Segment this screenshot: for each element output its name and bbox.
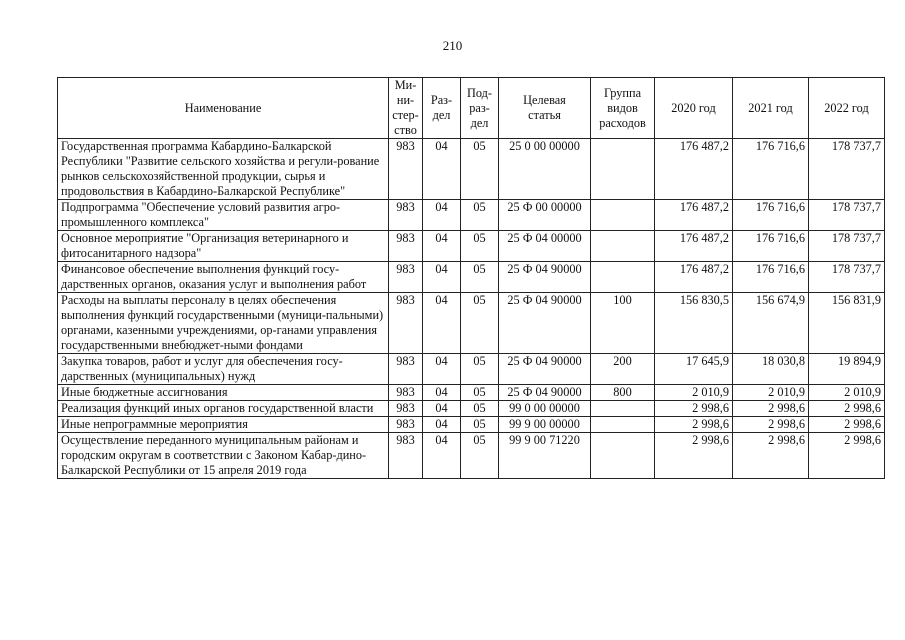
cell-year-2021: 2 998,6 bbox=[733, 433, 809, 479]
cell-target-item: 25 Ф 04 90000 bbox=[499, 262, 591, 293]
cell-year-2022: 2 998,6 bbox=[809, 417, 885, 433]
cell-year-2021: 176 716,6 bbox=[733, 200, 809, 231]
cell-year-2022: 178 737,7 bbox=[809, 231, 885, 262]
cell-name: Реализация функций иных органов государственной власти bbox=[58, 401, 389, 417]
page-number: 210 bbox=[442, 38, 463, 53]
cell-expense-group bbox=[591, 262, 655, 293]
cell-year-2022: 2 998,6 bbox=[809, 433, 885, 479]
cell-year-2022: 19 894,9 bbox=[809, 354, 885, 385]
cell-target-item: 99 0 00 00000 bbox=[499, 401, 591, 417]
cell-ministry: 983 bbox=[389, 385, 423, 401]
header-year-2021: 2021 год bbox=[733, 78, 809, 139]
cell-ministry: 983 bbox=[389, 231, 423, 262]
cell-year-2020: 2 010,9 bbox=[655, 385, 733, 401]
header-subsection: Под- раз- дел bbox=[461, 78, 499, 139]
cell-section: 04 bbox=[423, 262, 461, 293]
header-year-2020: 2020 год bbox=[655, 78, 733, 139]
cell-year-2020: 176 487,2 bbox=[655, 231, 733, 262]
cell-expense-group bbox=[591, 417, 655, 433]
table-row bbox=[58, 385, 885, 401]
cell-name: Государственная программа Кабардино-Балкарской Республики "Развитие сельского хозяйства и регули-рование рынков сельскохозяйственной продукции, сырья и продовольствия в Кабардино-Балкарской Республике" bbox=[58, 139, 389, 200]
cell-subsection: 05 bbox=[461, 231, 499, 262]
header-ministry: Ми- ни- стер- ство bbox=[389, 78, 423, 139]
cell-subsection: 05 bbox=[461, 433, 499, 479]
cell-ministry: 983 bbox=[389, 433, 423, 479]
cell-ministry: 983 bbox=[389, 417, 423, 433]
table-row bbox=[58, 401, 885, 417]
cell-name: Финансовое обеспечение выполнения функций госу-дарственных органов, оказания услуг и выполнения работ bbox=[58, 262, 389, 293]
cell-year-2022: 178 737,7 bbox=[809, 200, 885, 231]
cell-expense-group: 800 bbox=[591, 385, 655, 401]
cell-year-2022: 178 737,7 bbox=[809, 139, 885, 200]
cell-year-2020: 2 998,6 bbox=[655, 401, 733, 417]
cell-target-item: 25 Ф 04 00000 bbox=[499, 231, 591, 262]
cell-year-2022: 156 831,9 bbox=[809, 293, 885, 354]
cell-year-2021: 2 998,6 bbox=[733, 401, 809, 417]
cell-year-2020: 2 998,6 bbox=[655, 433, 733, 479]
cell-expense-group: 200 bbox=[591, 354, 655, 385]
cell-year-2022: 2 998,6 bbox=[809, 401, 885, 417]
table-row bbox=[58, 262, 885, 293]
cell-ministry: 983 bbox=[389, 200, 423, 231]
table-row bbox=[58, 433, 885, 479]
cell-subsection: 05 bbox=[461, 293, 499, 354]
table-body bbox=[58, 139, 885, 479]
table-row bbox=[58, 200, 885, 231]
header-section: Раз- дел bbox=[423, 78, 461, 139]
cell-expense-group bbox=[591, 433, 655, 479]
cell-target-item: 25 Ф 00 00000 bbox=[499, 200, 591, 231]
cell-section: 04 bbox=[423, 200, 461, 231]
cell-target-item: 25 Ф 04 90000 bbox=[499, 385, 591, 401]
cell-section: 04 bbox=[423, 417, 461, 433]
cell-year-2021: 156 674,9 bbox=[733, 293, 809, 354]
cell-year-2021: 2 010,9 bbox=[733, 385, 809, 401]
cell-section: 04 bbox=[423, 231, 461, 262]
table-row bbox=[58, 354, 885, 385]
cell-year-2020: 2 998,6 bbox=[655, 417, 733, 433]
cell-ministry: 983 bbox=[389, 262, 423, 293]
cell-expense-group: 100 bbox=[591, 293, 655, 354]
cell-expense-group bbox=[591, 139, 655, 200]
header-target-item: Целевая статья bbox=[499, 78, 591, 139]
cell-ministry: 983 bbox=[389, 293, 423, 354]
cell-name: Подпрограмма "Обеспечение условий развития агро-промышленного комплекса" bbox=[58, 200, 389, 231]
cell-name: Осуществление переданного муниципальным районам и городским округам в соответствии с Законом Кабар-дино-Балкарской Республики от 15 апреля 2019 года bbox=[58, 433, 389, 479]
header-expense-group: Группа видов расходов bbox=[591, 78, 655, 139]
cell-expense-group bbox=[591, 401, 655, 417]
cell-section: 04 bbox=[423, 354, 461, 385]
cell-ministry: 983 bbox=[389, 401, 423, 417]
cell-year-2021: 176 716,6 bbox=[733, 231, 809, 262]
cell-year-2020: 17 645,9 bbox=[655, 354, 733, 385]
cell-section: 04 bbox=[423, 139, 461, 200]
cell-subsection: 05 bbox=[461, 417, 499, 433]
cell-section: 04 bbox=[423, 401, 461, 417]
cell-expense-group bbox=[591, 231, 655, 262]
header-year-2022: 2022 год bbox=[809, 78, 885, 139]
cell-name: Иные непрограммные мероприятия bbox=[58, 417, 389, 433]
cell-subsection: 05 bbox=[461, 262, 499, 293]
table-row bbox=[58, 139, 885, 200]
cell-year-2021: 176 716,6 bbox=[733, 262, 809, 293]
cell-year-2020: 156 830,5 bbox=[655, 293, 733, 354]
cell-target-item: 25 Ф 04 90000 bbox=[499, 354, 591, 385]
header-name: Наименование bbox=[58, 78, 389, 139]
cell-target-item: 25 Ф 04 90000 bbox=[499, 293, 591, 354]
cell-name: Основное мероприятие "Организация ветеринарного и фитосанитарного надзора" bbox=[58, 231, 389, 262]
cell-year-2021: 18 030,8 bbox=[733, 354, 809, 385]
cell-subsection: 05 bbox=[461, 200, 499, 231]
cell-year-2020: 176 487,2 bbox=[655, 139, 733, 200]
cell-subsection: 05 bbox=[461, 401, 499, 417]
cell-name: Расходы на выплаты персоналу в целях обеспечения выполнения функций государственными (муници-пальными) органами, казенными учреждениями, ор-ганами управления государственными внебюджет-ными фондами bbox=[58, 293, 389, 354]
cell-ministry: 983 bbox=[389, 354, 423, 385]
cell-target-item: 99 9 00 00000 bbox=[499, 417, 591, 433]
cell-target-item: 99 9 00 71220 bbox=[499, 433, 591, 479]
cell-target-item: 25 0 00 00000 bbox=[499, 139, 591, 200]
table-row bbox=[58, 231, 885, 262]
cell-year-2020: 176 487,2 bbox=[655, 200, 733, 231]
cell-name: Иные бюджетные ассигнования bbox=[58, 385, 389, 401]
cell-year-2022: 178 737,7 bbox=[809, 262, 885, 293]
cell-section: 04 bbox=[423, 433, 461, 479]
cell-year-2021: 2 998,6 bbox=[733, 417, 809, 433]
table-row bbox=[58, 293, 885, 354]
budget-table bbox=[57, 77, 885, 479]
cell-subsection: 05 bbox=[461, 385, 499, 401]
cell-name: Закупка товаров, работ и услуг для обеспечения госу-дарственных (муниципальных) нужд bbox=[58, 354, 389, 385]
cell-year-2020: 176 487,2 bbox=[655, 262, 733, 293]
cell-section: 04 bbox=[423, 385, 461, 401]
table-row bbox=[58, 417, 885, 433]
cell-subsection: 05 bbox=[461, 139, 499, 200]
cell-year-2021: 176 716,6 bbox=[733, 139, 809, 200]
cell-ministry: 983 bbox=[389, 139, 423, 200]
cell-year-2022: 2 010,9 bbox=[809, 385, 885, 401]
cell-subsection: 05 bbox=[461, 354, 499, 385]
header-row bbox=[58, 78, 885, 139]
cell-section: 04 bbox=[423, 293, 461, 354]
cell-expense-group bbox=[591, 200, 655, 231]
